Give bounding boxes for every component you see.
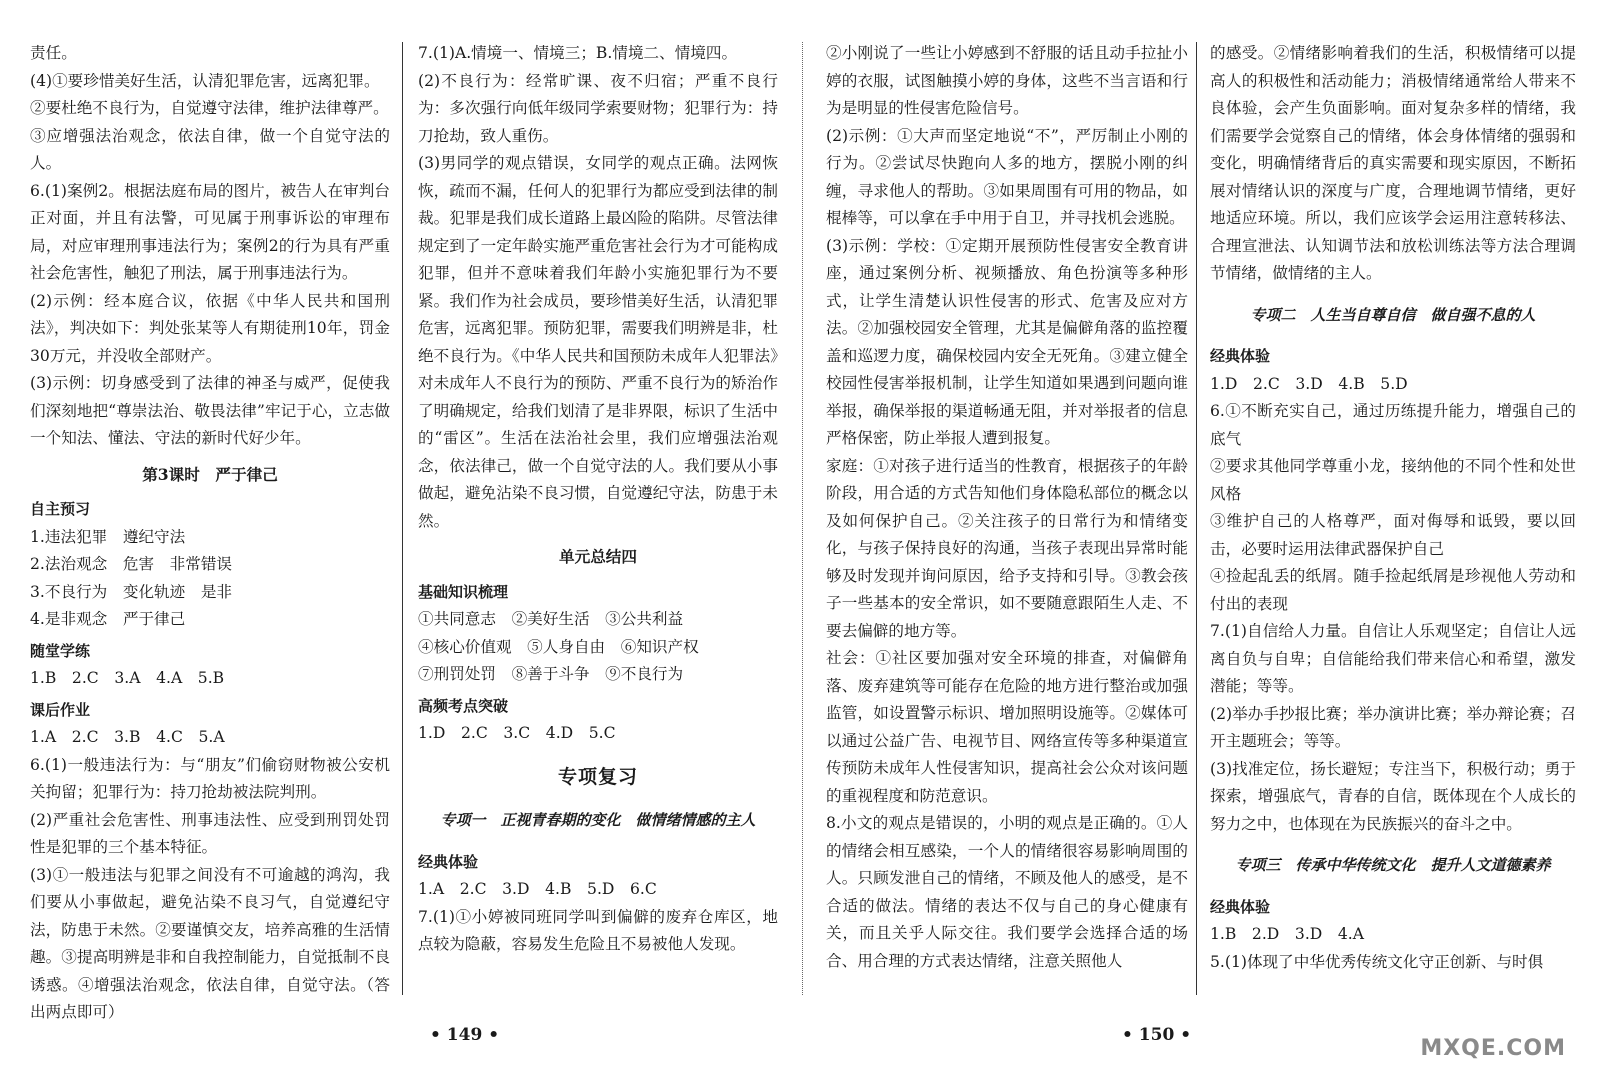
page-number-left: • 149 • [430,1025,500,1045]
paragraph: ②小刚说了一些让小婷感到不舒服的话且动手拉扯小婷的衣服，试图触摸小婷的身体，这些不当言语和行为是明显的性侵害危险信号。 [826,44,1188,117]
paragraph: (2)举办手抄报比赛；举办演讲比赛；举办辩论赛；召开主题班会；等等。 [1210,704,1576,750]
paragraph: ②要求其他同学尊重小龙，接纳他的不同个性和处世风格 [1210,457,1576,503]
paragraph: (2)严重社会危害性、刑事违法性、应受到刑罚处罚性是犯罪的三个基本特征。 [30,810,390,856]
paragraph: 1.B 2.C 3.A 4.A 5.B [30,669,225,687]
paragraph: 社会：①社区要加强对安全环境的排查，对偏僻角落、废弃建筑等可能存在危险的地方进行整治或加强监管，如设置警示标识、增加照明设施等。②媒体可以通过公益广告、电视节目、网络宣传等多种渠道宣传预防未成年人性侵害知识，提高社会公众对该问题的重视程度和防范意识。 [826,649,1188,805]
paragraph: ②要杜绝不良行为，自觉遵守法律，维护法律尊严。 [30,99,389,117]
paragraph: ⑦刑罚处罚 ⑧善于斗争 ⑨不良行为 [418,665,684,683]
paragraph: (4)①要珍惜美好生活，认清犯罪危害，远离犯罪。 [30,71,380,90]
paragraph: 家庭：①对孩子进行适当的性教育，根据孩子的年龄阶段，用合适的方式告知他们身体隐私部位的概念以及如何保护自己。②关注孩子的日常行为和情绪变化，与孩子保持良好的沟通，当孩子表现出异常时能够及时发现并询问原因，给予支持和引导。③教会孩子一些基本的安全常识，如不要随意跟陌生人走、不要去偏僻的地方等。 [826,456,1188,640]
column-3 [826,40,1188,1003]
column-2 [418,40,778,1003]
paragraph: 7.(1)A.情境一、情境三；B.情境二、情境四。 [418,44,738,62]
paragraph: 6.(1)案例2。根据法庭布局的图片，被告人在审判台正对面，并且有法警，可见属于刑事诉讼的审理布局，对应审理刑事违法行为；案例2的行为具有严重社会危害性，触犯了刑法，属于刑事违法行为。 [30,181,390,282]
column-divider [402,42,403,995]
section-heading: 高频考点突破 [418,696,509,715]
paragraph: 1.D 2.C 3.C 4.D 5.C [418,724,616,742]
paragraph: 5.(1)体现了中华优秀传统文化守正创新、与时俱 [1210,952,1544,971]
paragraph: 1.B 2.D 3.D 4.A [1210,925,1365,943]
topic-heading: 专项二 人生当自尊自信 做自强不息的人 [1250,305,1536,324]
paragraph: (2)示例：①大声而坚定地说“不”，严厉制止小刚的行为。②尝试尽快跑向人多的地方，摆脱小刚的纠缠，寻求他人的帮助。③如果周围有可用的物品，如棍棒等，可以拿在手中用于自卫，并寻找机会逃脱。 [826,126,1188,227]
section-heading: 经典体验 [1210,347,1271,365]
paragraph: 2.法治观念 危害 非常错误 [30,555,233,573]
paragraph: (3)男同学的观点错误，女同学的观点正确。法网恢恢，疏而不漏，任何人的犯罪行为都应受到法律的制裁。犯罪是我们成长道路上最凶险的陷阱。尽管法律规定到了一定年龄实施严重危害社会行为才可能构成犯罪，但并不意味着我们年龄小实施犯罪行为不要紧。我们作为社会成员，要珍惜美好生活，认清犯罪危害，远离犯罪。预防犯罪，需要我们明辨是非，杜绝不良行为。《中华人民共和国预防未成年人犯罪法》对未成年人不良行为的预防、严重不良行为的矫治作了明确规定，给我们划清了是非界限，标识了生活中的“雷区”。生活在法治社会里，我们应增强法治观念，依法律己，做一个自觉守法的人。我们要从小事做起，避免沾染不良习惯，自觉遵纪守法，防患于未然。 [418,154,778,530]
paragraph: 1.A 2.C 3.D 4.B 5.D 6.C [418,880,657,898]
page-number-right: • 150 • [1122,1025,1192,1045]
paragraph: 1.D 2.C 3.D 4.B 5.D [1210,374,1408,393]
paragraph: (3)找准定位，扬长避短；专注当下，积极行动；勇于探索，增强底气，青春的自信，既体现在个人成长的努力之中，也体现在为民族振兴的奋斗之中。 [1210,759,1576,833]
lesson-title: 第3课时 严于律己 [142,464,278,484]
paragraph: (2)不良行为：经常旷课、夜不归宿；严重不良行为：多次强行向低年级同学索要财物；犯罪行为：持刀抢劫，致人重伤。 [418,71,778,145]
paragraph: 8.小文的观点是错误的，小明的观点是正确的。①人的情绪会相互感染，一个人的情绪很容易影响周围的人。只顾发泄自己的情绪，不顾及他人的感受，是不合适的做法。情绪的表达不仅与自己的身心健康有关，而且关乎人际交往。我们要学会选择合适的场合、用合理的方式表达情绪，注意关照他人 [826,814,1188,970]
paragraph: ③维护自己的人格尊严，面对侮辱和诋毁，要以回击，必要时运用法律武器保护自己 [1210,512,1576,558]
paragraph: 6.(1)一般违法行为：与“朋友”们偷窃财物被公安机关拘留；犯罪行为：持刀抢劫被法院判刑。 [30,755,390,801]
column-1 [30,40,390,1021]
paragraph: 6.①不断充实自己，通过历练提升能力，增强自己的底气 [1210,402,1576,448]
paragraph: (3)①一般违法与犯罪之间没有不可逾越的鸿沟，我们要从小事做起，避免沾染不良习气，自觉遵纪守法，防患于未然。②要谨慎交友，培养高雅的生活情趣。③提高明辨是非和自我控制能力，自觉抵制不良诱惑。④增强法治观念，依法自律，自觉守法。（答出两点即可） [30,865,390,1021]
section-heading: 随堂学练 [30,641,91,660]
paragraph: 1.A 2.C 3.B 4.C 5.A [30,728,225,746]
topic-heading: 专项一 正视青春期的变化 做情绪情感的主人 [440,811,756,829]
column-4 [1210,40,1576,1003]
section-heading: 课后作业 [30,700,91,719]
section-heading: 经典体验 [418,852,479,871]
paragraph: ③应增强法治观念，依法自律，做一个自觉守法的人。 [30,126,390,172]
section-heading: 自主预习 [30,500,91,518]
section-heading: 经典体验 [1210,897,1271,916]
watermark-logo: MXQE.COM [1420,1036,1566,1061]
lesson-title: 专项复习 [557,765,638,788]
paragraph: (2)示例：经本庭合议，依据《中华人民共和国刑法》，判决如下：判处张某等人有期徒刑10年，罚金30万元，并没收全部财产。 [30,291,390,365]
paragraph: ④核心价值观 ⑤人身自由 ⑥知识产权 [418,637,699,656]
column-divider [802,42,803,995]
column-divider [1196,42,1197,995]
paragraph: 责任。 [30,44,77,62]
paragraph: 1.违法犯罪 遵纪守法 [30,527,186,546]
paragraph: 的感受。②情绪影响着我们的生活，积极情绪可以提高人的积极性和活动能力；消极情绪通常给人带来不良体验，会产生负面影响。面对复杂多样的情绪，我们需要学会觉察自己的情绪，体会身体情绪的强弱和变化，明确情绪背后的真实需要和现实原因，不断拓展对情绪认识的深度与广度，合理地调节情绪，更好地适应环境。所以，我们应该学会运用注意转移法、合理宣泄法、认知调节法和放松训练法等方法合理调节情绪，做情绪的主人。 [1210,44,1576,282]
paragraph: (3)示例：学校：①定期开展预防性侵害安全教育讲座，通过案例分析、视频播放、角色扮演等多种形式，让学生清楚认识性侵害的形式、危害及应对方法。②加强校园安全管理，尤其是偏僻角落的监控覆盖和巡逻力度，确保校园内安全无死角。③建立健全校园性侵害举报机制，让学生知道如果遇到问题向谁举报，确保举报的渠道畅通无阻，并对举报者的信息严格保密，防止举报人遭到报复。 [826,236,1188,447]
paragraph: 4.是非观念 严于律己 [30,610,186,628]
lesson-title: 单元总结四 [559,547,637,566]
paragraph: ④捡起乱丢的纸屑。随手捡起纸屑是珍视他人劳动和付出的表现 [1210,567,1576,613]
paragraph: (3)示例：切身感受到了法律的神圣与威严，促使我们深刻地把“尊崇法治、敬畏法律”牢记于心，立志做一个知法、懂法、守法的新时代好少年。 [30,374,390,447]
paragraph: 7.(1)自信给人力量。自信让人乐观坚定；自信让人远离自负与自卑；自信能给我们带来信心和希望，激发潜能；等等。 [1210,622,1576,695]
topic-heading: 专项三 传承中华传统文化 提升人文道德素养 [1235,856,1551,874]
paragraph: 7.(1)①小婷被同班同学叫到偏僻的废弃仓库区，地点较为隐蔽，容易发生危险且不易被他人发现。 [418,907,778,953]
paragraph: ①共同意志 ②美好生活 ③公共利益 [418,610,684,628]
paragraph: 3.不良行为 变化轨迹 是非 [30,582,233,601]
section-heading: 基础知识梳理 [418,582,509,601]
